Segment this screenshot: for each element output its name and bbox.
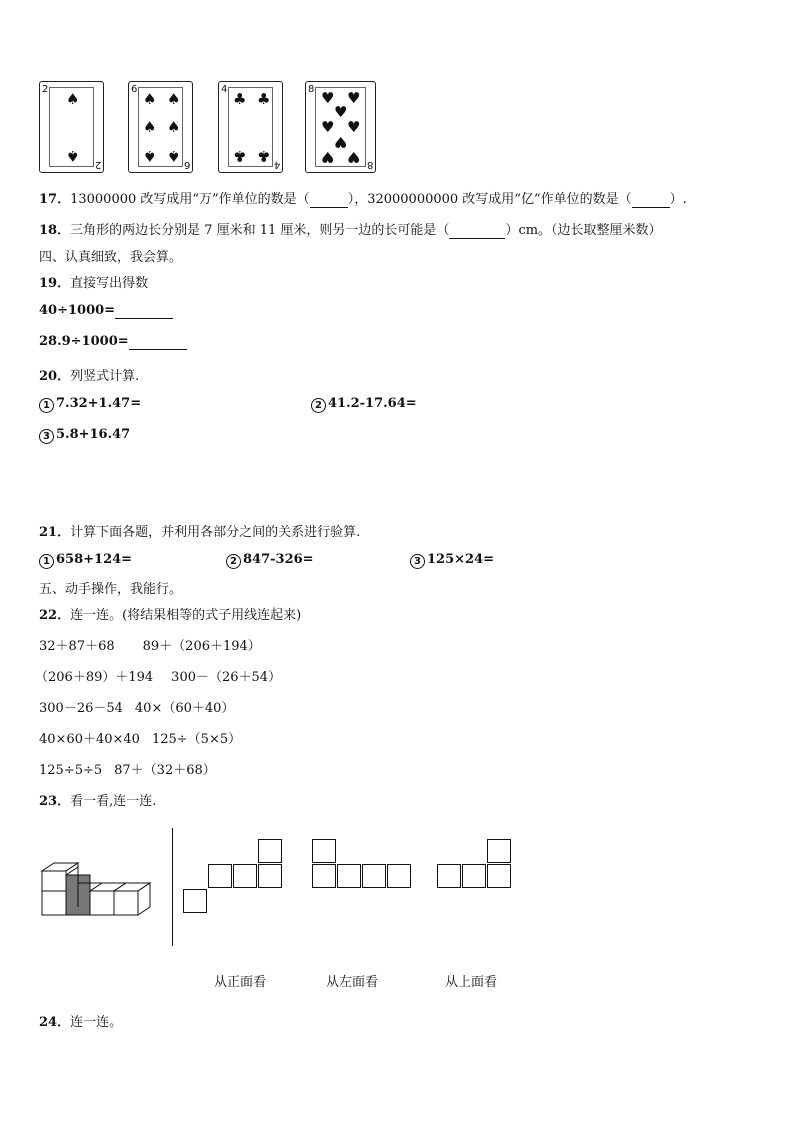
expression: 28.9÷1000= <box>39 334 129 349</box>
left-expression[interactable]: 125÷5÷5 <box>39 763 103 778</box>
answer-blank[interactable] <box>115 303 173 319</box>
question-number: 20． <box>39 369 71 384</box>
question-text: ），32000000000 改写成用“亿”作单位的数是（ <box>347 192 632 207</box>
heart-icon: ♥ <box>334 103 348 121</box>
spade-icon: ♠ <box>66 90 80 108</box>
q20-item-3 <box>39 427 130 444</box>
view-label-front: 从正面看 <box>214 975 267 990</box>
question-text: 三角形的两边长分别是 7 厘米和 11 厘米，则另一边的长可能是（ <box>70 223 450 238</box>
question-24 <box>39 1011 122 1030</box>
q22-row-4 <box>39 728 241 747</box>
expression: 40÷1000= <box>39 303 116 318</box>
circled-number: 2 <box>311 398 326 413</box>
card-rank: 6 <box>131 84 138 95</box>
spade-icon: ♠ <box>143 147 157 165</box>
card-rank: 2 <box>94 159 101 170</box>
heart-icon: ♥ <box>347 118 361 136</box>
left-expression[interactable]: 40×60＋40×40 <box>39 732 140 747</box>
circled-number: 2 <box>226 554 241 569</box>
q22-row-1 <box>39 635 261 654</box>
cube-face <box>90 891 114 915</box>
spade-icon: ♠ <box>167 118 181 136</box>
card-rank: 4 <box>273 159 280 170</box>
q22-row-3 <box>39 697 234 716</box>
grid-square <box>312 839 336 863</box>
playing-card-heart-8 <box>305 81 376 173</box>
grid-square <box>258 839 282 863</box>
grid-square <box>437 864 461 888</box>
grid-square <box>362 864 386 888</box>
question-title: 看一看,连一连. <box>70 794 157 809</box>
cube-face <box>114 891 138 915</box>
spade-icon: ♠ <box>66 147 80 165</box>
heart-icon: ♥ <box>321 89 335 107</box>
circled-number: 3 <box>39 429 54 444</box>
question-title: 列竖式计算. <box>70 369 140 384</box>
left-expression[interactable]: 300－26－54 <box>39 701 123 716</box>
spade-icon: ♠ <box>167 147 181 165</box>
expression: 125×24= <box>427 552 495 567</box>
grid-square <box>233 864 257 888</box>
question-title: 连一连。(将结果相等的式子用线连起来) <box>70 608 302 623</box>
card-rank: 6 <box>183 159 190 170</box>
circled-number: 1 <box>39 398 54 413</box>
question-text: ）. <box>669 192 687 207</box>
grid-square <box>258 864 282 888</box>
q21-item-3 <box>410 552 494 569</box>
heart-icon: ♥ <box>321 148 335 166</box>
playing-card-club-4 <box>218 81 283 173</box>
question-19 <box>39 272 148 291</box>
question-17 <box>39 188 687 208</box>
view-label-top: 从上面看 <box>445 975 498 990</box>
section-heading-5: 五、动手操作，我能行。 <box>39 582 183 597</box>
heart-icon: ♥ <box>347 148 361 166</box>
circled-number: 1 <box>39 554 54 569</box>
expression: 7.32+1.47= <box>56 396 142 411</box>
right-expression[interactable]: 40×（60＋40） <box>134 701 235 716</box>
right-expression[interactable]: 89＋（206＋194） <box>142 639 261 654</box>
grid-square <box>312 864 336 888</box>
right-expression[interactable]: 300－（26＋54） <box>171 670 282 685</box>
question-22 <box>39 604 301 623</box>
q19-item-2 <box>39 334 187 350</box>
vertical-divider <box>172 828 173 946</box>
question-number: 22． <box>39 608 71 623</box>
grid-square <box>487 839 511 863</box>
grid-square <box>462 864 486 888</box>
spade-icon: ♠ <box>143 90 157 108</box>
grid-square <box>208 864 232 888</box>
heart-icon: ♥ <box>321 118 335 136</box>
question-title: 直接写出得数 <box>70 276 149 291</box>
card-rank: 8 <box>308 84 315 95</box>
question-title: 计算下面各题，并利用各部分之间的关系进行验算. <box>70 525 361 540</box>
grid-square <box>183 889 207 913</box>
expression: 41.2-17.64= <box>328 396 417 411</box>
right-expression[interactable]: 125÷（5×5） <box>151 732 242 747</box>
expression: 5.8+16.47 <box>56 427 131 442</box>
cube-stack-figure <box>38 860 158 920</box>
club-icon: ♣ <box>257 147 271 165</box>
q20-item-1 <box>39 396 141 413</box>
question-23 <box>39 790 156 809</box>
question-number: 19． <box>39 276 71 291</box>
heart-icon: ♥ <box>347 89 361 107</box>
question-number: 21． <box>39 525 71 540</box>
grid-square <box>337 864 361 888</box>
expression: 847-326= <box>243 552 314 567</box>
question-21 <box>39 521 360 540</box>
question-20 <box>39 365 139 384</box>
q19-item-1 <box>39 303 173 319</box>
answer-blank[interactable] <box>129 334 187 350</box>
question-number: 23． <box>39 794 71 809</box>
grid-square <box>387 864 411 888</box>
view-label-left: 从左面看 <box>326 975 379 990</box>
q20-item-2 <box>311 396 417 413</box>
club-icon: ♣ <box>233 147 247 165</box>
q21-item-2 <box>226 552 314 569</box>
card-rank: 8 <box>366 159 373 170</box>
answer-blank[interactable] <box>449 223 505 239</box>
left-expression[interactable]: 32＋87＋68 <box>39 639 115 654</box>
question-title: 连一连。 <box>70 1015 123 1030</box>
q21-item-1 <box>39 552 132 569</box>
question-number: 24． <box>39 1015 71 1030</box>
club-icon: ♣ <box>233 90 247 108</box>
answer-blank[interactable] <box>310 192 348 208</box>
cube-face <box>42 871 66 891</box>
card-rank: 4 <box>221 84 228 95</box>
spade-icon: ♠ <box>143 118 157 136</box>
circled-number: 3 <box>410 554 425 569</box>
q22-row-5 <box>39 759 216 778</box>
playing-card-spade-6 <box>128 81 193 173</box>
q22-row-2 <box>35 666 281 685</box>
card-rank: 2 <box>42 84 49 95</box>
cube-face <box>42 891 66 915</box>
right-expression[interactable]: 87＋（32＋68） <box>114 763 216 778</box>
answer-blank[interactable] <box>632 192 670 208</box>
heart-icon: ♥ <box>334 133 348 151</box>
question-text: ）cm。（边长取整厘米数） <box>505 223 662 238</box>
question-number: 18． <box>39 223 71 238</box>
playing-card-spade-2 <box>39 81 104 173</box>
grid-square <box>487 864 511 888</box>
section-heading-4: 四、认真细致，我会算。 <box>39 250 183 265</box>
question-18 <box>39 219 662 239</box>
club-icon: ♣ <box>257 90 271 108</box>
question-text: 13000000 改写成用“万”作单位的数是（ <box>70 192 310 207</box>
left-expression[interactable]: （206＋89）＋194 <box>35 670 154 685</box>
expression: 658+124= <box>56 552 133 567</box>
spade-icon: ♠ <box>167 90 181 108</box>
question-number: 17． <box>39 192 71 207</box>
